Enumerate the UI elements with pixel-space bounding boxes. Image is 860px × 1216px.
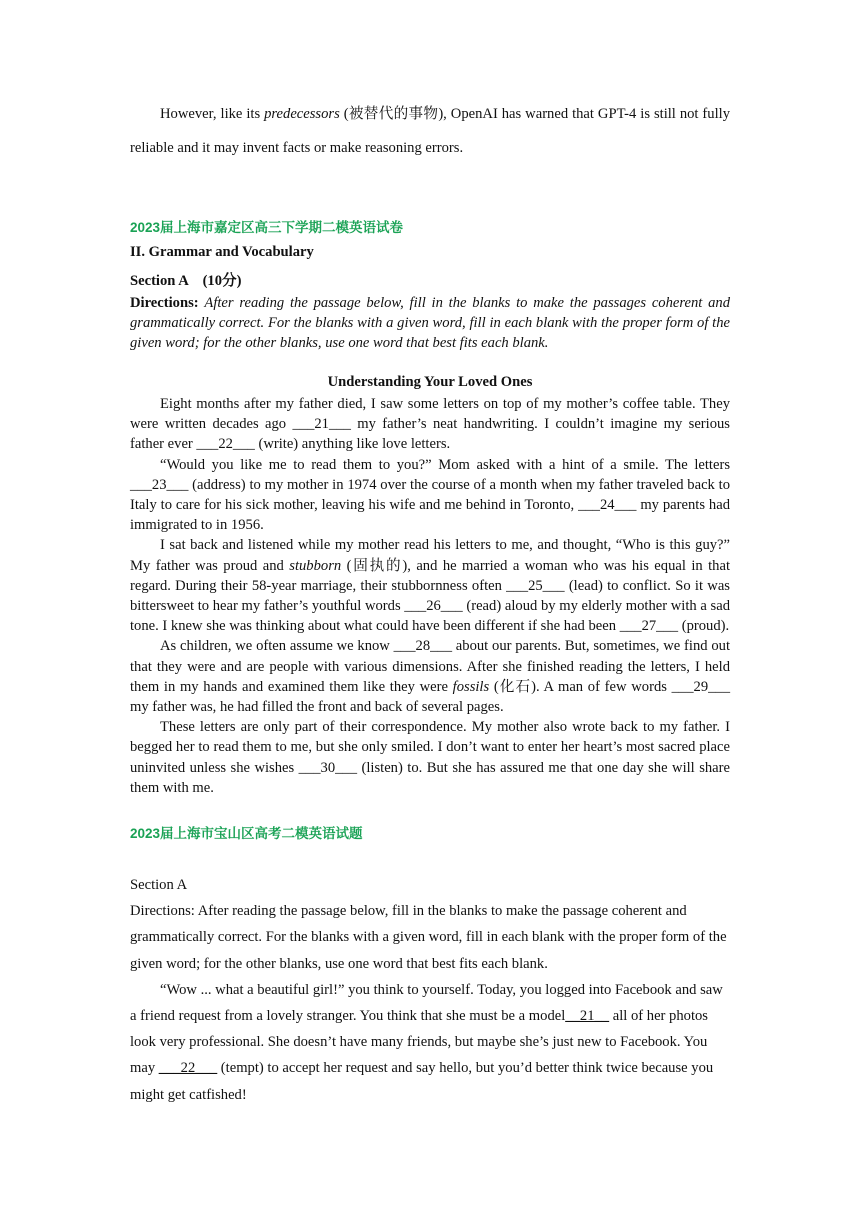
predecessors-term: predecessors (264, 106, 340, 122)
exam1-source-heading: 2023届上海市嘉定区高三下学期二模英语试卷 (130, 220, 404, 235)
exam2-directions: Directions: After reading the passage below, fill in the blanks to make the passage coherent and grammatically correct. For the blanks with a given word, fill in each blank with the proper form of the given word; for the other blanks, use one word that best fits each blank. (130, 903, 727, 972)
exam1-passage (130, 394, 730, 798)
exam2-paragraph-1: “Wow ... what a beautiful girl!” you think to yourself. Today, you logged into Facebook and saw a friend request from a lovely stranger. You think that she must be a model__21__ all of her photos look very professional. She doesn’t have many friends, but maybe she’s just new to Facebook. You may ___22___ (tempt) to accept her request and say hello, but you’d better think twice because you might get catfished! (130, 981, 723, 1103)
passage-paragraph-1: Eight months after my father died, I saw some letters on top of my mother’s coffee table. They were written decades ago ___21___ my father’s neat handwriting. I couldn’t imagine my serious father ever ___22___ (write) anything like love letters. (130, 396, 730, 453)
passage-title: Understanding Your Loved Ones (327, 374, 533, 390)
blank-22: ___22___ (158, 1060, 218, 1077)
intro-paragraph: However, like its predecessors (被替代的事物), OpenAI has warned that GPT-4 is still not fully reliable and it may invent facts or make reasoning errors. (130, 106, 730, 156)
exam1-part-heading: II. Grammar and Vocabulary (130, 244, 314, 260)
exam2-source-heading: 2023届上海市宝山区高考二模英语试题 (130, 826, 363, 841)
passage-paragraph-4: As children, we often assume we know ___28___ about our parents. But, sometimes, we find out that they were and are people with various dimensions. After she finished reading the letters, I held them in my hands and examined them like they were fossils (化石). A man of few words ___29___ my father was, he had filled the front and back of several pages. (130, 638, 731, 716)
passage-paragraph-3: I sat back and listened while my mother read his letters to me, and thought, “Who is this guy?” My father was proud and stubborn (固执的), and he married a woman who was his equal in that regard. During their 58-year marriage, their stubbornness often ___25___ (lead) to conflict. So it was bittersweet to hear my father’s youthful words ___26___ (read) aloud by my elderly mother with a sad tone. I knew she was thinking about what could have been different if she had been ___27___ (proud). (130, 537, 731, 635)
exam1-section-heading: Section A (10分) (130, 273, 242, 289)
passage-paragraph-2: “Would you like me to read them to you?” Mom asked with a hint of a smile. The letters ___23___ (address) to my mother in 1974 over the course of a month when my father traveled back to Italy to care for his sick mother, leaving his wife and me behind in Toronto, ___24___ my parents had immigrated to in 1956. (130, 456, 730, 534)
exam1-directions: Directions: After reading the passage below, fill in the blanks to make the passages coherent and grammatically correct. For the blanks with a given word, fill in each blank with the proper form of the given word; for the other blanks, use one word that best fits each blank. (130, 295, 730, 352)
exam2-block (130, 872, 730, 1108)
passage-paragraph-5: These letters are only part of their correspondence. My mother also wrote back to my father. I begged her to read them to me, but she only smiled. I don’t want to enter her heart’s most sacred place uninvited unless she wishes ___30___ (listen) to. But she has assured me that one day she will share them with me. (130, 719, 730, 796)
blank-21: __21__ (565, 1008, 610, 1025)
exam2-section-heading: Section A (130, 877, 188, 893)
